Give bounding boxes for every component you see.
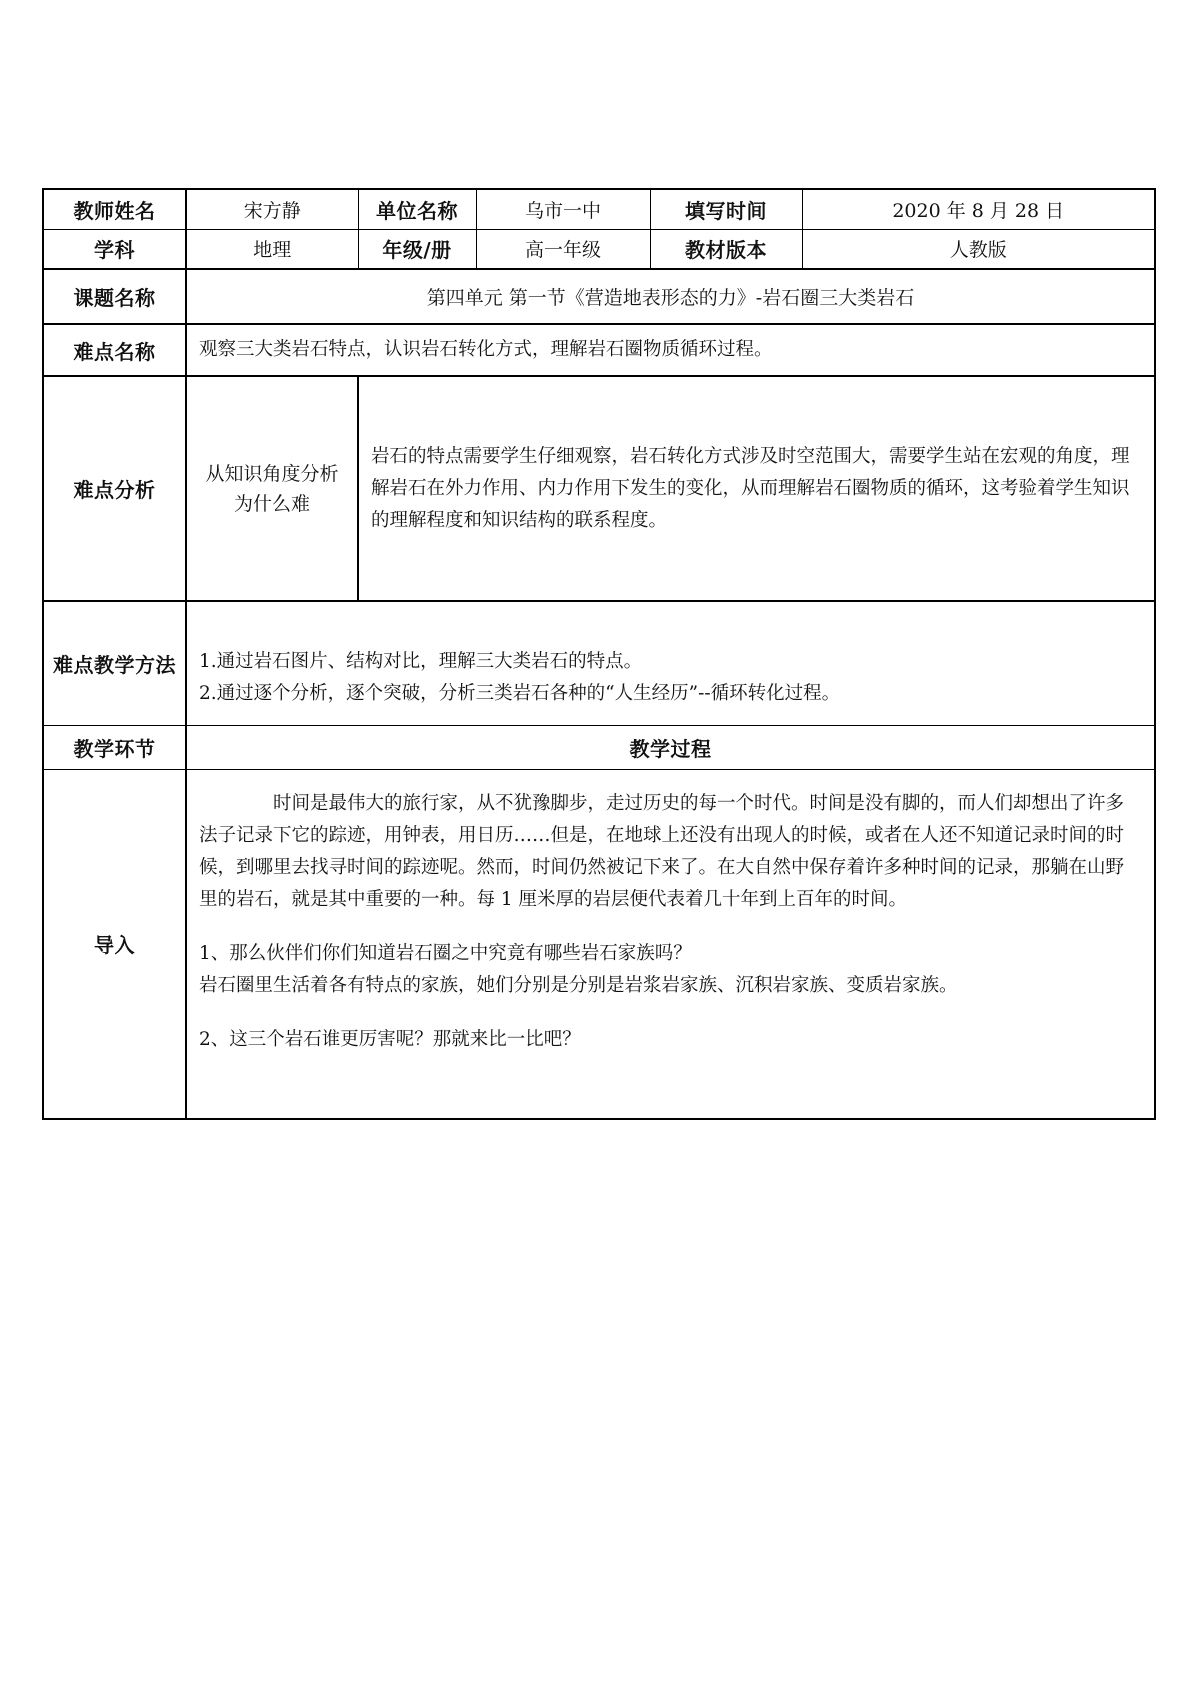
difficulty-label: 难点名称 xyxy=(43,324,186,376)
teacher-name-value: 宋方静 xyxy=(186,189,358,229)
analysis-sub-label-line2: 为什么难 xyxy=(233,492,310,515)
header-row-2 xyxy=(43,229,1155,269)
teacher-name-label: 教师姓名 xyxy=(43,189,186,229)
analysis-sub-label xyxy=(186,376,358,601)
topic-label: 课题名称 xyxy=(43,269,186,324)
method-line-2: 2.通过逐个分析，逐个突破，分析三类岩石各种的“人生经历”--循环转化过程。 xyxy=(199,683,841,705)
difficulty-value: 观察三大类岩石特点，认识岩石转化方式，理解岩石圈物质循环过程。 xyxy=(186,324,1155,376)
analysis-label: 难点分析 xyxy=(43,376,186,601)
fill-date-label: 填写时间 xyxy=(650,189,802,229)
intro-answer-1: 岩石圈里生活着各有特点的家族，她们分别是分别是岩浆岩家族、沉积岩家族、变质岩家族。 xyxy=(199,974,958,996)
lesson-plan-table xyxy=(42,188,1156,1120)
teaching-stage-label: 教学环节 xyxy=(43,725,186,769)
method-value xyxy=(186,601,1155,725)
analysis-sub-label-line1: 从知识角度分析 xyxy=(205,462,339,485)
method-label: 难点教学方法 xyxy=(43,601,186,725)
analysis-row xyxy=(43,376,1155,601)
method-row xyxy=(43,601,1155,725)
subject-value: 地理 xyxy=(186,229,358,269)
textbook-value: 人教版 xyxy=(802,229,1155,269)
unit-name-value: 乌市一中 xyxy=(476,189,650,229)
subject-label: 学科 xyxy=(43,229,186,269)
difficulty-row xyxy=(43,324,1155,376)
topic-value: 第四单元 第一节《营造地表形态的力》-岩石圈三大类岩石 xyxy=(186,269,1155,324)
intro-row xyxy=(43,769,1155,1119)
grade-label: 年级/册 xyxy=(358,229,476,269)
fill-date-value: 2020 年 8 月 28 日 xyxy=(802,189,1155,229)
intro-label: 导入 xyxy=(43,769,186,1119)
intro-question-1: 1、那么伙伴们你们知道岩石圈之中究竟有哪些岩石家族吗？ xyxy=(199,942,692,964)
header-row-1 xyxy=(43,189,1155,229)
intro-question-2: 2、这三个岩石谁更厉害呢？那就来比一比吧？ xyxy=(199,1028,581,1050)
analysis-value: 岩石的特点需要学生仔细观察，岩石转化方式涉及时空范围大，需要学生站在宏观的角度，理解岩石在外力作用、内力作用下发生的变化，从而理解岩石圈物质的循环，这考验着学生知识的理解程度和知识结构的联系程度。 xyxy=(358,376,1155,601)
topic-row xyxy=(43,269,1155,324)
method-line-1: 1.通过岩石图片、结构对比，理解三大类岩石的特点。 xyxy=(199,651,643,673)
intro-paragraph: 时间是最伟大的旅行家，从不犹豫脚步，走过历史的每一个时代。时间是没有脚的，而人们却想出了许多法子记录下它的踪迹，用钟表，用日历……但是，在地球上还没有出现人的时候，或者在人还不知道记录时间的时候，到哪里去找寻时间的踪迹呢。然而，时间仍然被记下来了。在大自然中保存着许多种时间的记录，那躺在山野里的岩石，就是其中重要的一种。每 1 厘米厚的岩层便代表着几十年到上百年的时间。 xyxy=(199,792,1125,910)
unit-name-label: 单位名称 xyxy=(358,189,476,229)
process-header-row xyxy=(43,725,1155,769)
intro-content xyxy=(186,769,1155,1119)
teaching-process-label: 教学过程 xyxy=(186,725,1155,769)
textbook-label: 教材版本 xyxy=(650,229,802,269)
grade-value: 高一年级 xyxy=(476,229,650,269)
